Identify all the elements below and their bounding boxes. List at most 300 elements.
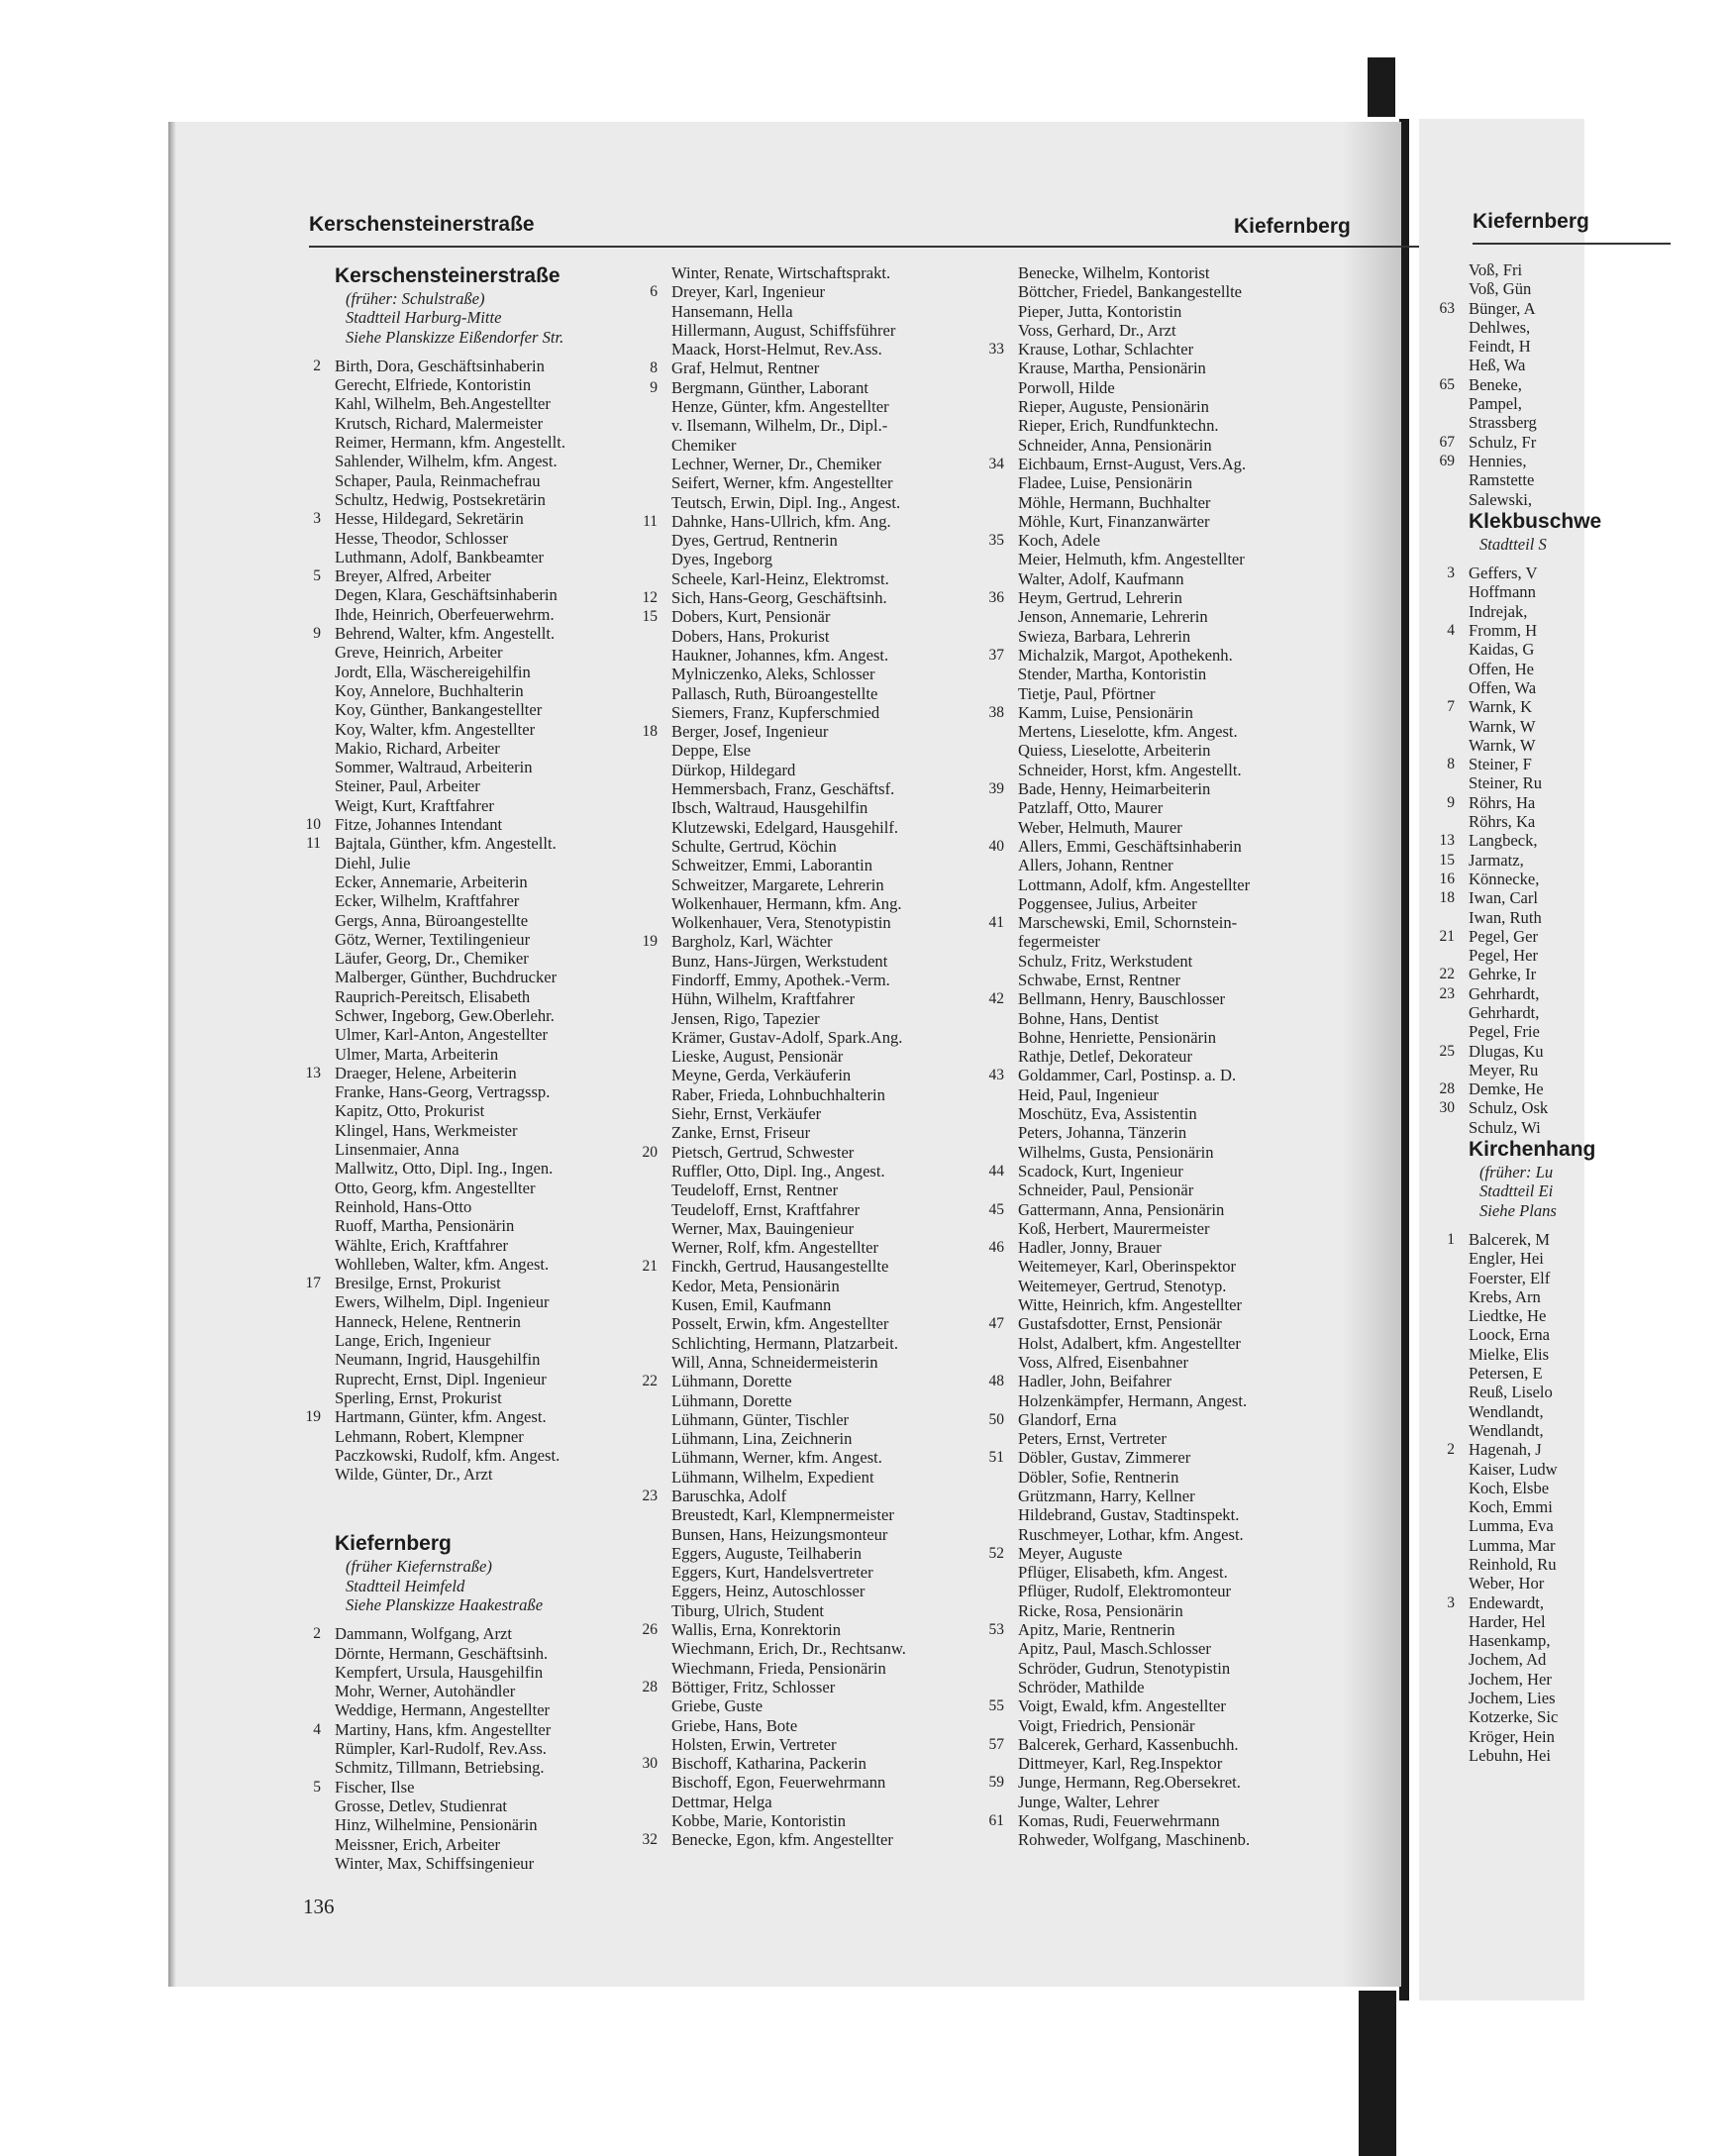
resident-text: Junge, Hermann, Reg.Obersekret. (1018, 1773, 1241, 1793)
resident-entry (982, 1257, 1315, 1276)
resident-text: Hasenkamp, (1469, 1631, 1551, 1651)
resident-text: Sich, Hans-Georg, Geschäftsinh. (671, 588, 887, 608)
house-number (982, 378, 1018, 397)
resident-entry (299, 1682, 632, 1700)
resident-entry (982, 818, 1315, 837)
resident-entry (982, 1181, 1315, 1199)
resident-entry (636, 263, 963, 282)
resident-entry (982, 1793, 1315, 1811)
resident-entry (299, 643, 632, 662)
house-number: 3 (1447, 565, 1455, 582)
resident-entry (982, 1047, 1315, 1066)
resident-entry (1433, 582, 1730, 601)
resident-entry (636, 1143, 963, 1162)
resident-entry (299, 1045, 632, 1064)
resident-entry (982, 1582, 1315, 1600)
resident-text: Ihde, Heinrich, Oberfeuerwehrm. (335, 604, 555, 624)
house-number: 38 (988, 703, 1004, 721)
resident-text: Marschewski, Emil, Schornstein- (1018, 913, 1238, 933)
resident-text: Kobbe, Marie, Kontoristin (671, 1811, 847, 1831)
resident-entry (982, 703, 1315, 722)
resident-entry (636, 1716, 963, 1735)
resident-entry (636, 473, 963, 492)
resident-text: Feindt, H (1469, 337, 1531, 357)
resident-text: Pflüger, Elisabeth, kfm. Angest. (1018, 1563, 1228, 1583)
resident-entry (299, 1274, 632, 1292)
house-number (1433, 490, 1469, 509)
house-number: 9 (1447, 793, 1455, 811)
resident-text: Ruschmeyer, Lothar, kfm. Angest. (1018, 1524, 1244, 1544)
resident-entry (299, 739, 632, 758)
resident-entry (299, 1720, 632, 1739)
resident-text: Weigt, Kurt, Kraftfahrer (335, 795, 494, 815)
resident-entry (636, 1314, 963, 1333)
page-edge-shadow (168, 122, 176, 1987)
house-number (636, 952, 671, 971)
resident-entry (299, 1624, 632, 1643)
resident-entry (1433, 1306, 1730, 1325)
house-number (299, 1350, 335, 1369)
house-number (299, 968, 335, 986)
resident-entry (299, 1179, 632, 1197)
resident-entry (982, 340, 1315, 359)
resident-entry (982, 932, 1315, 951)
resident-entry (1433, 1061, 1730, 1079)
resident-text: Döbler, Gustav, Zimmerer (1018, 1448, 1191, 1468)
resident-entry (636, 1563, 963, 1582)
resident-entry (982, 512, 1315, 531)
resident-entry (982, 493, 1315, 512)
house-number (1433, 1497, 1469, 1516)
resident-entry (1433, 490, 1730, 509)
resident-entry (1433, 1555, 1730, 1574)
house-number (1433, 1287, 1469, 1306)
resident-entry (1433, 1689, 1730, 1707)
resident-text: Koy, Walter, kfm. Angestellter (335, 719, 536, 739)
resident-entry (299, 1140, 632, 1159)
resident-entry (299, 1739, 632, 1758)
resident-text: Hildebrand, Gustav, Stadtinspekt. (1018, 1505, 1240, 1525)
header-rule (309, 246, 1426, 248)
resident-entry (1433, 1421, 1730, 1440)
resident-entry (982, 436, 1315, 455)
resident-entry (299, 681, 632, 700)
house-number (299, 452, 335, 470)
resident-text: Koch, Elsbe (1469, 1478, 1550, 1497)
resident-text: Endewardt, (1469, 1592, 1545, 1612)
house-number (299, 643, 335, 662)
house-number (982, 321, 1018, 340)
house-number (1433, 678, 1469, 697)
resident-entry (1433, 1727, 1730, 1746)
house-number: 51 (988, 1449, 1004, 1467)
next-page-rule (1473, 243, 1671, 245)
resident-text: Engler, Hei (1469, 1249, 1544, 1269)
resident-entry (1433, 260, 1730, 279)
resident-text: Allers, Johann, Rentner (1018, 856, 1173, 875)
house-number: 15 (642, 608, 658, 626)
house-number: 65 (1439, 375, 1455, 393)
resident-entry (982, 1735, 1315, 1754)
resident-entry (636, 455, 963, 473)
resident-entry (636, 1085, 963, 1104)
resident-entry (1433, 1402, 1730, 1421)
house-number (1433, 1689, 1469, 1707)
house-number (982, 302, 1018, 321)
resident-text: Grützmann, Harry, Kellner (1018, 1487, 1195, 1505)
house-number (636, 340, 671, 359)
house-number (299, 490, 335, 509)
resident-entry (636, 531, 963, 550)
resident-entry (982, 1295, 1315, 1314)
house-number (299, 433, 335, 452)
resident-text: Holst, Adalbert, kfm. Angestellter (1018, 1333, 1241, 1353)
resident-text: Schlichting, Hermann, Platzarbeit. (671, 1333, 899, 1353)
resident-entry (299, 968, 632, 986)
resident-text: Graf, Helmut, Rentner (671, 359, 820, 378)
house-number (636, 1659, 671, 1678)
resident-text: Kusen, Emil, Kaufmann (671, 1295, 832, 1315)
resident-text: Bargholz, Karl, Wächter (671, 932, 833, 952)
resident-text: Petersen, E (1469, 1364, 1543, 1384)
resident-entry (1433, 470, 1730, 489)
resident-entry (1433, 793, 1730, 812)
house-number (636, 1181, 671, 1199)
resident-text: Eggers, Heinz, Autoschlosser (671, 1582, 865, 1601)
house-number (299, 796, 335, 815)
resident-text: Indrejak, (1469, 601, 1528, 621)
house-number: 4 (1447, 622, 1455, 640)
book-spine-bottom (1359, 1991, 1396, 2156)
resident-entry (1433, 697, 1730, 716)
resident-text: Krämer, Gustav-Adolf, Spark.Ang. (671, 1027, 903, 1047)
resident-entry (299, 1465, 632, 1484)
house-number (299, 1797, 335, 1815)
house-number (1433, 1746, 1469, 1765)
resident-text: Witte, Heinrich, kfm. Angestellter (1018, 1295, 1243, 1315)
resident-text: Tiburg, Ulrich, Student (671, 1600, 824, 1620)
house-number: 2 (313, 357, 321, 374)
resident-text: Schulz, Fritz, Werkstudent (1018, 951, 1193, 971)
house-number: 1 (1447, 1230, 1455, 1248)
resident-entry (1433, 1612, 1730, 1631)
spacer (1433, 554, 1730, 564)
house-number (636, 436, 671, 455)
house-number (982, 1429, 1018, 1448)
resident-entry (636, 837, 963, 856)
resident-entry (299, 566, 632, 585)
resident-entry (299, 1350, 632, 1369)
resident-text: Fladee, Luise, Pensionärin (1018, 473, 1193, 493)
house-number (636, 1200, 671, 1219)
resident-text: Pampel, (1469, 394, 1522, 414)
resident-text: Junge, Walter, Lehrer (1018, 1792, 1160, 1811)
house-number (636, 473, 671, 492)
resident-text: Dehlwes, (1469, 317, 1531, 337)
house-number (636, 1314, 671, 1333)
resident-text: Henze, Günter, kfm. Angestellter (671, 397, 889, 417)
resident-text: Rieper, Auguste, Pensionärin (1018, 397, 1209, 417)
street-heading: Klekbuschwe (1469, 509, 1602, 533)
resident-text: Ecker, Annemarie, Arbeiterin (335, 872, 528, 891)
resident-text: Gehrhardt, (1469, 983, 1540, 1003)
resident-text: Jochem, Lies (1469, 1689, 1556, 1708)
resident-entry (299, 1797, 632, 1815)
house-number (299, 1197, 335, 1216)
resident-text: Schaper, Paula, Reinmachefrau (335, 470, 541, 490)
house-number (636, 416, 671, 435)
resident-entry (636, 340, 963, 359)
house-number: 63 (1439, 299, 1455, 317)
resident-text: Götz, Werner, Textilingenieur (335, 929, 531, 949)
resident-entry (1433, 356, 1730, 374)
resident-text: Rathje, Detlef, Dekorateur (1018, 1047, 1193, 1067)
resident-text: Meyne, Gerda, Verkäuferin (671, 1066, 852, 1085)
house-number (299, 414, 335, 433)
house-number (636, 1716, 671, 1735)
resident-text: Böttiger, Fritz, Schlosser (671, 1677, 836, 1696)
house-number: 23 (642, 1488, 658, 1504)
house-number (982, 1659, 1018, 1678)
house-number: 33 (988, 341, 1004, 359)
resident-entry (1433, 1287, 1730, 1306)
house-number (636, 1238, 671, 1257)
house-number (636, 455, 671, 473)
house-number: 16 (1439, 870, 1455, 887)
resident-entry (1433, 660, 1730, 678)
resident-entry (299, 1370, 632, 1388)
resident-text: Walter, Adolf, Kaufmann (1018, 568, 1184, 588)
resident-entry (982, 646, 1315, 665)
resident-text: Griebe, Guste (671, 1696, 763, 1716)
resident-text: Jenson, Annemarie, Lehrerin (1018, 607, 1208, 627)
resident-entry (299, 1255, 632, 1274)
resident-entry (636, 703, 963, 722)
resident-entry (299, 1121, 632, 1140)
resident-text: Hagenah, J (1469, 1440, 1542, 1460)
house-number: 50 (988, 1410, 1004, 1428)
resident-text: Weddige, Hermann, Angestellter (335, 1700, 551, 1720)
resident-entry (982, 837, 1315, 856)
house-number (1433, 736, 1469, 755)
resident-entry (1433, 1650, 1730, 1669)
house-number (982, 493, 1018, 512)
resident-text: Kaiser, Ludw (1469, 1459, 1558, 1479)
resident-text: Grosse, Detlev, Studienrat (335, 1796, 508, 1815)
house-number (636, 1047, 671, 1066)
next-page-running-head: Kiefernberg (1473, 210, 1589, 233)
resident-text: Berger, Josef, Ingenieur (671, 722, 829, 742)
resident-entry (636, 1487, 963, 1505)
resident-text: Hillermann, August, Schiffsführer (671, 320, 896, 340)
resident-text: Schröder, Mathilde (1018, 1677, 1145, 1696)
house-number (636, 1582, 671, 1600)
house-number (636, 1085, 671, 1104)
house-number (982, 473, 1018, 492)
house-number (982, 1009, 1018, 1028)
house-number: 61 (988, 1812, 1004, 1830)
street-note: Stadtteil Heimfeld (346, 1576, 465, 1595)
resident-text: Sperling, Ernst, Prokurist (335, 1387, 502, 1407)
house-number (636, 741, 671, 760)
house-number (1433, 1345, 1469, 1364)
resident-text: Neumann, Ingrid, Hausgehilfin (335, 1350, 541, 1370)
house-number (636, 837, 671, 856)
house-number (299, 854, 335, 873)
resident-entry (982, 627, 1315, 646)
house-number (299, 1835, 335, 1854)
house-number: 34 (988, 455, 1004, 472)
resident-text: Voss, Alfred, Eisenbahner (1018, 1352, 1189, 1372)
resident-text: Michalzik, Margot, Apothekenh. (1018, 645, 1233, 665)
house-number (982, 1754, 1018, 1773)
resident-text: Jochem, Her (1469, 1669, 1552, 1689)
resident-text: Pietsch, Gertrud, Schwester (671, 1142, 855, 1162)
house-number (982, 1028, 1018, 1047)
resident-entry (982, 1659, 1315, 1678)
resident-entry (982, 1238, 1315, 1257)
resident-entry (636, 1678, 963, 1696)
resident-text: Ecker, Wilhelm, Kraftfahrer (335, 891, 520, 911)
resident-text: Balcerek, Gerhard, Kassenbuchh. (1018, 1734, 1239, 1754)
house-number (982, 741, 1018, 760)
resident-entry (1433, 773, 1730, 792)
house-number (299, 1427, 335, 1446)
resident-entry (636, 761, 963, 779)
resident-entry (982, 875, 1315, 894)
resident-entry (636, 1200, 963, 1219)
resident-text: Harder, Hel (1469, 1611, 1546, 1631)
resident-entry (982, 282, 1315, 301)
house-number (1433, 1536, 1469, 1555)
house-number (1433, 946, 1469, 965)
resident-entry (1433, 965, 1730, 983)
house-number: 13 (305, 1064, 321, 1081)
house-number (982, 397, 1018, 416)
resident-text: Kempfert, Ursula, Hausgehilfin (335, 1662, 544, 1682)
house-number (299, 1292, 335, 1311)
resident-text: Schulz, Wi (1469, 1117, 1541, 1137)
resident-text: Wiechmann, Erich, Dr., Rechtsanw. (671, 1639, 906, 1659)
house-number: 53 (988, 1621, 1004, 1639)
directory-page (168, 122, 1401, 1987)
house-number (299, 1045, 335, 1064)
resident-entry (636, 989, 963, 1008)
resident-text: Reinhold, Hans-Otto (335, 1196, 472, 1216)
resident-entry (299, 548, 632, 566)
resident-entry (636, 646, 963, 665)
resident-entry (636, 1104, 963, 1123)
house-number: 48 (988, 1373, 1004, 1390)
resident-entry (982, 1200, 1315, 1219)
resident-text: Hadler, Jonny, Brauer (1018, 1238, 1162, 1258)
resident-text: Schulte, Gertrud, Köchin (671, 836, 837, 856)
resident-entry (299, 585, 632, 604)
resident-entry (982, 1620, 1315, 1639)
resident-entry (636, 1334, 963, 1353)
house-number (636, 703, 671, 722)
resident-text: Lange, Erich, Ingenieur (335, 1331, 491, 1351)
resident-entry (636, 1793, 963, 1811)
resident-entry (299, 854, 632, 873)
house-number: 9 (313, 625, 321, 643)
house-number (299, 1854, 335, 1873)
house-number (636, 1639, 671, 1658)
resident-text: Eichbaum, Ernst-August, Vers.Ag. (1018, 454, 1247, 473)
house-number (1433, 1555, 1469, 1574)
resident-entry (636, 1277, 963, 1295)
resident-text: Tietje, Paul, Pförtner (1018, 683, 1156, 703)
house-number: 32 (642, 1831, 658, 1849)
resident-text: Luthmann, Adolf, Bankbeamter (335, 547, 545, 566)
house-number (299, 1140, 335, 1159)
resident-text: Klingel, Hans, Werkmeister (335, 1120, 518, 1140)
resident-text: Pallasch, Ruth, Büroangestellte (671, 683, 878, 703)
street-note: Siehe Plans (1479, 1200, 1557, 1220)
resident-text: Goldammer, Carl, Postinsp. a. D. (1018, 1066, 1237, 1085)
resident-entry (636, 875, 963, 894)
house-number (299, 700, 335, 719)
house-number (299, 1446, 335, 1465)
house-number: 21 (642, 1258, 658, 1276)
resident-text: Steiner, Ru (1469, 773, 1542, 793)
resident-entry (636, 1582, 963, 1600)
resident-entry (1433, 621, 1730, 640)
resident-text: Findorff, Emmy, Apothek.-Verm. (671, 970, 890, 989)
house-number (636, 761, 671, 779)
house-number: 19 (642, 933, 658, 951)
house-number (299, 605, 335, 624)
resident-entry (982, 1314, 1315, 1333)
house-number (636, 263, 671, 282)
house-number: 39 (988, 780, 1004, 798)
resident-text: Seifert, Werner, kfm. Angestellter (671, 473, 893, 493)
resident-text: Demke, He (1469, 1079, 1544, 1099)
resident-text: Finckh, Gertrud, Hausangestellte (671, 1257, 889, 1277)
house-number (1433, 1479, 1469, 1497)
resident-text: Wolkenhauer, Hermann, kfm. Ang. (671, 893, 902, 913)
resident-text: Kamm, Luise, Pensionärin (1018, 702, 1193, 722)
resident-text: Diehl, Julie (335, 853, 411, 873)
resident-entry (636, 416, 963, 435)
house-number (299, 1179, 335, 1197)
house-number: 21 (1439, 927, 1455, 945)
house-number: 19 (305, 1408, 321, 1426)
resident-text: Dittmeyer, Karl, Reg.Inspektor (1018, 1754, 1223, 1774)
resident-text: Krebs, Arn (1469, 1286, 1541, 1306)
resident-text: Schweitzer, Emmi, Laborantin (671, 856, 873, 875)
resident-text: Bajtala, Günther, kfm. Angestellt. (335, 834, 557, 854)
house-number (1433, 1727, 1469, 1746)
resident-entry (636, 665, 963, 683)
resident-entry (299, 1025, 632, 1044)
house-number: 3 (1447, 1593, 1455, 1611)
house-number: 11 (306, 835, 321, 853)
house-number (982, 1582, 1018, 1600)
house-number (1433, 279, 1469, 298)
resident-text: Heß, Wa (1469, 356, 1526, 375)
resident-entry (636, 397, 963, 416)
resident-entry (1433, 908, 1730, 927)
resident-text: Lühmann, Wilhelm, Expedient (671, 1467, 874, 1487)
house-number (636, 665, 671, 683)
resident-entry (982, 894, 1315, 913)
resident-entry (299, 720, 632, 739)
resident-text: Balcerek, M (1469, 1229, 1551, 1249)
house-number (982, 436, 1018, 455)
house-number (982, 798, 1018, 817)
resident-entry (1433, 413, 1730, 432)
